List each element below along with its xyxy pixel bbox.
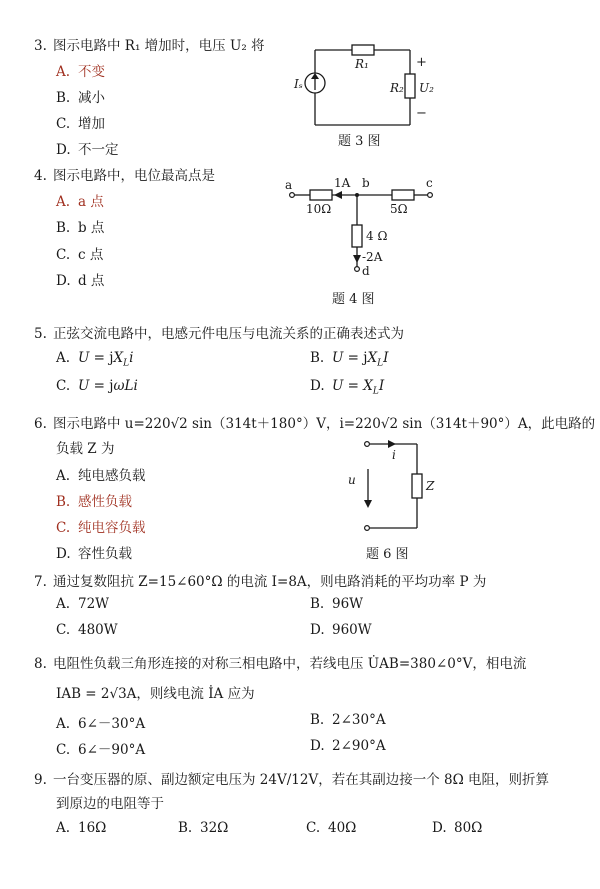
current-arrow-icon xyxy=(388,440,396,448)
q6-option-c[interactable]: C. 纯电容负载 xyxy=(56,520,146,536)
label-u2: U₂ xyxy=(419,81,434,95)
resistor-4ohm xyxy=(352,225,362,247)
node-a xyxy=(290,193,295,198)
q7-stem: 7. 通过复数阻抗 Z=15∠60°Ω 的电流 I=8A，则电路消耗的平均功率 P 为 xyxy=(34,574,487,590)
svg-text:1A: 1A xyxy=(334,176,351,190)
node-b xyxy=(355,193,359,197)
terminal-bottom xyxy=(365,526,370,531)
q4-option-b[interactable]: B. b 点 xyxy=(56,220,105,236)
svg-text:5Ω: 5Ω xyxy=(390,202,408,216)
load-z xyxy=(412,474,422,498)
q5-option-c-text: U = jωLi xyxy=(78,378,138,394)
svg-text:-2A: -2A xyxy=(362,250,383,264)
node-d xyxy=(355,267,360,272)
node-c xyxy=(428,193,433,198)
q7-option-b[interactable]: B. 96W xyxy=(310,596,364,612)
q7-option-c[interactable]: C. 480W xyxy=(56,622,118,638)
q7-option-d[interactable]: D. 960W xyxy=(310,622,372,638)
svg-text:d: d xyxy=(362,264,370,278)
q3-figure-caption: 题 3 图 xyxy=(338,134,381,149)
q6-circuit-diagram xyxy=(348,432,462,532)
voltage-arrow-icon xyxy=(364,500,372,508)
q4-circuit-diagram xyxy=(282,175,442,278)
q5-option-a[interactable]: A. $U = jX_Li$ xyxy=(56,350,134,369)
q8-option-d[interactable]: D. 2∠90°A xyxy=(310,738,386,754)
q6-figure-caption: 题 6 图 xyxy=(366,547,409,562)
q9-option-a[interactable]: A. 16Ω xyxy=(56,820,107,836)
current-arrow-down-icon xyxy=(353,255,361,263)
label-minus: − xyxy=(416,106,427,121)
q5-option-d-text: $U = X_LI$ xyxy=(332,378,385,397)
q9-option-c[interactable]: C. 40Ω xyxy=(306,820,357,836)
q9-stem: 9. 一台变压器的原、副边额定电压为 24V/12V，若在其副边接一个 8Ω 电阻，则折算 xyxy=(34,772,550,788)
svg-text:Z: Z xyxy=(426,479,435,493)
label-r2: R₂ xyxy=(390,81,404,95)
q5-stem: 5. 正弦交流电路中，电感元件电压与电流关系的正确表述式为 xyxy=(34,326,404,342)
resistor-10ohm xyxy=(310,190,332,200)
label-plus: + xyxy=(416,55,427,70)
label-r1: R₁ xyxy=(355,57,369,71)
q6-option-d[interactable]: D. 容性负载 xyxy=(56,546,132,562)
q6-option-b[interactable]: B. 感性负载 xyxy=(56,494,132,510)
terminal-top xyxy=(365,442,370,447)
q5-option-b-text: $U = jX_LI$ xyxy=(332,350,389,369)
q3-stem: 3. 图示电路中 R₁ 增加时，电压 U₂ 将 xyxy=(34,38,265,54)
q4-stem: 4. 图示电路中，电位最高点是 xyxy=(34,168,215,184)
q3-option-b[interactable]: B. 减小 xyxy=(56,90,105,106)
svg-text:4 Ω: 4 Ω xyxy=(366,229,388,243)
svg-text:a: a xyxy=(285,178,293,192)
q6-option-a[interactable]: A. 纯电感负载 xyxy=(56,468,146,484)
q5-option-a-text: $U = jX_Li$ xyxy=(78,350,134,369)
q8-option-b[interactable]: B. 2∠30°A xyxy=(310,712,386,728)
q6-stem: 6. 图示电路中 u=220√2 sin（314t＋180°）V，i=220√2 sin（314t＋90°）A，此电路的 xyxy=(34,416,596,432)
q3-circuit-diagram xyxy=(290,40,434,130)
q5-option-b[interactable]: B. $U = jX_LI$ xyxy=(310,350,389,369)
svg-text:10Ω: 10Ω xyxy=(306,202,332,216)
q8-stem-line2: IAB = 2√3A，则线电流 İA 应为 xyxy=(56,686,255,702)
q4-option-a[interactable]: A. a 点 xyxy=(56,194,104,210)
q7-option-a[interactable]: A. 72W xyxy=(56,596,110,612)
q9-option-b[interactable]: B. 32Ω xyxy=(178,820,229,836)
q8-option-a[interactable]: A. 6∠－30°A xyxy=(56,716,146,732)
q4-figure-caption: 题 4 图 xyxy=(332,292,375,307)
q5-option-c[interactable]: C. U = jωLi xyxy=(56,378,138,394)
q3-option-c[interactable]: C. 增加 xyxy=(56,116,105,132)
q5-option-d[interactable]: D. $U = X_LI$ xyxy=(310,378,385,397)
q4-option-d[interactable]: D. d 点 xyxy=(56,273,105,289)
q9-option-d[interactable]: D. 80Ω xyxy=(432,820,483,836)
q3-option-d[interactable]: D. 不一定 xyxy=(56,142,119,158)
current-arrow-icon xyxy=(334,191,342,199)
svg-text:i: i xyxy=(392,448,396,462)
svg-text:u: u xyxy=(348,473,356,487)
resistor-5ohm xyxy=(392,190,414,200)
q3-option-a[interactable]: A. 不变 xyxy=(56,64,105,80)
label-is: Iₛ xyxy=(294,77,303,91)
q6-stem-line2: 负载 Z 为 xyxy=(56,441,115,457)
q9-stem-line2: 到原边的电阻等于 xyxy=(56,796,164,812)
svg-text:c: c xyxy=(426,176,433,190)
resistor-r1 xyxy=(352,45,374,55)
resistor-r2 xyxy=(405,74,415,98)
q4-option-c[interactable]: C. c 点 xyxy=(56,247,104,263)
q8-option-c[interactable]: C. 6∠－90°A xyxy=(56,742,146,758)
svg-text:b: b xyxy=(362,176,370,190)
q8-stem: 8. 电阻性负载三角形连接的对称三相电路中，若线电压 U̇AB=380∠0°V，相电流 xyxy=(34,656,527,672)
